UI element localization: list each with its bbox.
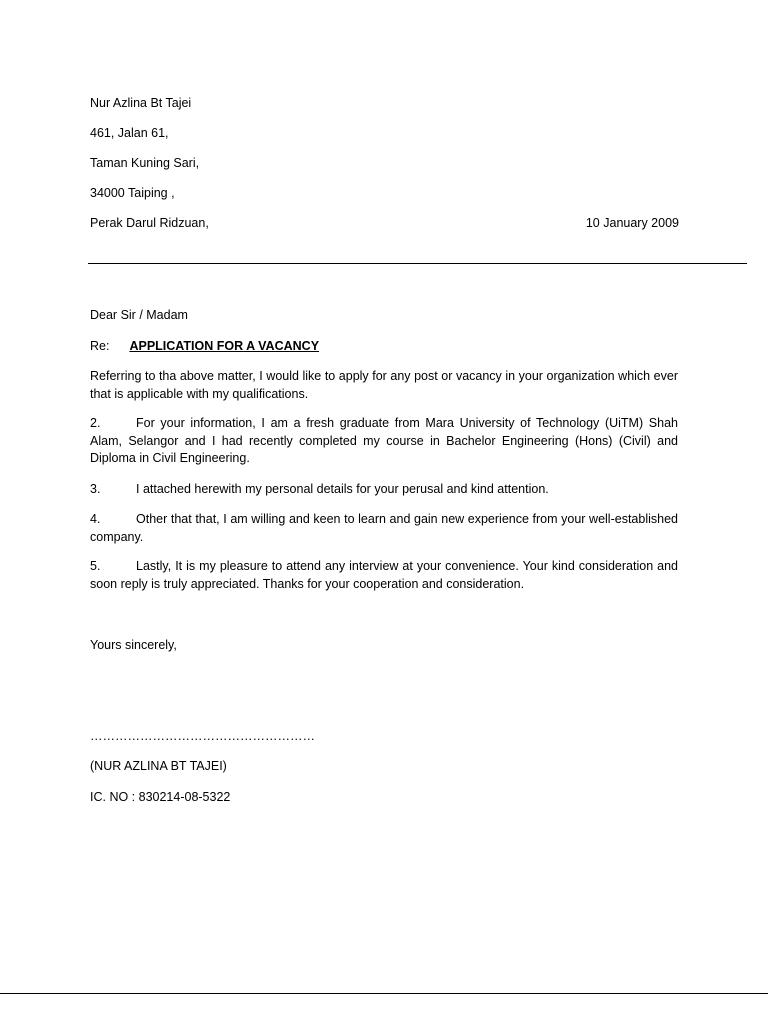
paragraph-1 [90,368,678,403]
closing: Yours sincerely, [90,638,177,652]
page-bottom-border [0,993,768,994]
paragraph-number: 5. [90,559,101,573]
letter-date: 10 January 2009 [585,216,679,230]
re-subject: APPLICATION FOR A VACANCY [129,339,320,353]
paragraph-2 [90,415,678,468]
paragraph-5 [90,558,678,593]
sender-name: Nur Azlina Bt Tajei [90,96,192,110]
paragraph-4 [90,511,678,546]
sender-address-line4: Perak Darul Ridzuan, [90,216,209,230]
sender-address-line1: 461, Jalan 61, [90,126,169,140]
re-line [90,338,319,354]
signatory-name: (NUR AZLINA BT TAJEI) [90,759,227,773]
paragraph-text: Lastly, It is my pleasure to attend any interview at your convenience. Your kind consideration and soon reply is truly appreciated. Thanks for your cooperation and consideration. [90,559,678,591]
paragraph-number: 2. [90,416,101,430]
header-divider [88,263,747,264]
sender-address-line3: 34000 Taiping , [90,186,175,200]
signature-line: ……………………………………………… [90,729,315,743]
paragraph-number: 4. [90,512,101,526]
paragraph-text: For your information, I am a fresh graduate from Mara University of Technology (UiTM) Shah Alam, Selangor and I had recently completed my course in Bachelor Engineering (Hons) (Civil) and Diploma in Civil Engineering. [90,416,678,465]
re-label: Re: [90,339,110,353]
ic-number: IC. NO : 830214-08-5322 [90,790,231,804]
sender-address-line2: Taman Kuning Sari, [90,156,200,170]
paragraph-text: Other that that, I am willing and keen to learn and gain new experience from your well-established company. [90,512,678,544]
paragraph-3 [90,481,678,499]
salutation: Dear Sir / Madam [90,308,188,322]
paragraph-number: 3. [90,482,101,496]
paragraph-text: Referring to tha above matter, I would like to apply for any post or vacancy in your organization which ever that is applicable with my qualifications. [90,369,678,401]
paragraph-text: I attached herewith my personal details for your perusal and kind attention. [136,482,549,496]
